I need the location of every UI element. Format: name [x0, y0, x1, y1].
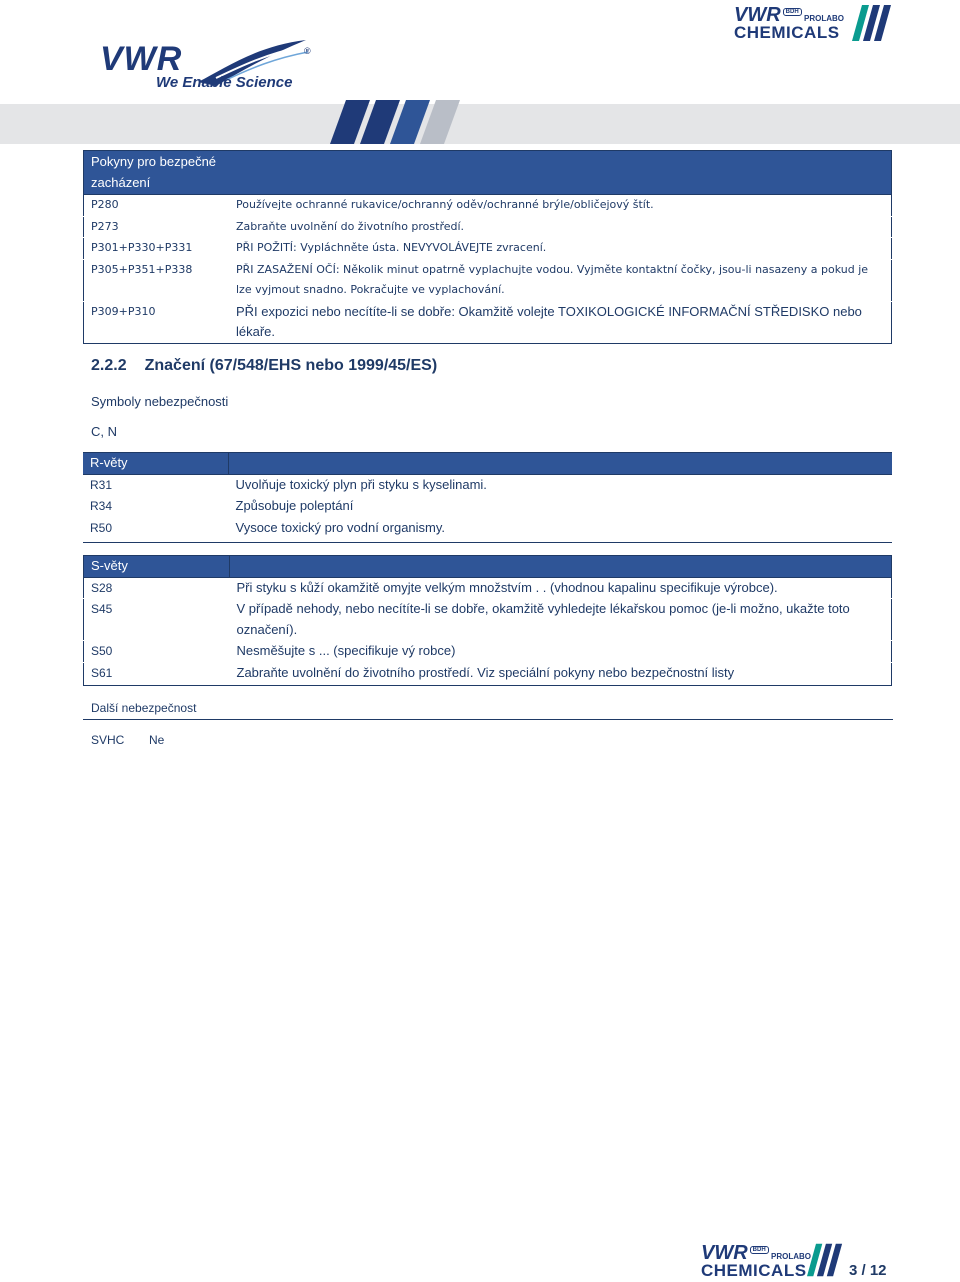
chem-logo-prolabo: PROLABO [804, 14, 844, 23]
vwr-chemicals-logo-footer [701, 1243, 846, 1279]
s-phrases-header-row [84, 556, 892, 578]
phrase-code: P309+P310 [84, 301, 230, 343]
phrase-text: Uvolňuje toxický plyn při styku s kyselinami. [229, 474, 893, 496]
hazard-symbols-value: C, N [91, 424, 117, 439]
phrase-text: PŘI POŽITÍ: Vypláchněte ústa. NEVYVOLÁVEJTE zvracení. [229, 238, 892, 260]
table-row [84, 238, 892, 260]
phrase-code: S61 [84, 662, 230, 686]
phrase-text: V případě nehody, nebo necítíte-li se dobře, okamžitě vyhledejte lékařskou pomoc (je-li možno, ukažte toto označení). [230, 599, 892, 641]
hazard-symbols-label: Symboly nebezpečnosti [91, 394, 229, 409]
precautions-table [83, 150, 892, 344]
phrase-code: S50 [84, 641, 230, 663]
precautions-heading: Pokyny pro bezpečné zacházení [84, 151, 230, 195]
precautions-heading-blank [229, 151, 892, 195]
phrase-code: P305+P351+P338 [84, 259, 230, 301]
chem-logo-vwr: VWR [734, 4, 781, 26]
table-row [84, 641, 892, 663]
phrase-code: R34 [83, 496, 229, 518]
svhc-value: Ne [149, 733, 165, 747]
phrase-text: Zabraňte uvolnění do životního prostředí. [229, 216, 892, 238]
phrase-text: PŘI ZASAŽENÍ OČÍ: Několik minut opatrně vyplachujte vodou. Vyjměte kontaktní čočky, jsou-li nasazeny a pokud je lze vyjmout snadno. Pokračujte ve vyplachování. [229, 259, 892, 301]
page-number: 3 / 12 [849, 1262, 887, 1279]
table-row [84, 195, 892, 217]
svhc-label: SVHC [91, 733, 125, 747]
phrase-text: Vysoce toxický pro vodní organismy. [229, 517, 893, 543]
phrase-code: R50 [83, 517, 229, 543]
r-phrases-heading-blank [229, 453, 893, 475]
chem-logo-word: CHEMICALS [734, 23, 840, 42]
precautions-header-row [84, 151, 892, 195]
header-stripes-graphic [330, 100, 470, 144]
phrase-text: PŘI expozici nebo necítíte-li se dobře: Okamžitě volejte TOXIKOLOGICKÉ INFORMAČNÍ STŘEDISKO nebo lékaře. [229, 301, 892, 343]
chem-logo-bdh: BDH [750, 1246, 769, 1254]
r-phrases-heading: R-věty [83, 453, 229, 475]
registered-mark: ® [304, 46, 311, 56]
phrase-code: R31 [83, 474, 229, 496]
phrase-text: Zabraňte uvolnění do životního prostředí. Viz speciální pokyny nebo bezpečnostní listy [230, 662, 892, 686]
table-row [84, 301, 892, 343]
section-heading [91, 357, 437, 375]
phrase-text: Nesměšujte s ... (specifikuje vý robce) [230, 641, 892, 663]
phrase-text: Používejte ochranné rukavice/ochranný oděv/ochranné brýle/obličejový štít. [229, 195, 892, 217]
section-title: Značení (67/548/EHS nebo 1999/45/ES) [144, 357, 438, 374]
other-hazards-label: Další nebezpečnost [91, 701, 197, 715]
s-phrases-heading-blank [230, 556, 892, 578]
s-phrases-table [83, 555, 892, 686]
chem-logo-slashes-graphic [807, 1243, 843, 1277]
table-row [84, 599, 892, 641]
table-row [83, 517, 892, 543]
table-row [84, 259, 892, 301]
r-phrases-header-row [83, 453, 892, 475]
phrase-text: Způsobuje poleptání [229, 496, 893, 518]
s-phrases-heading: S-věty [84, 556, 230, 578]
chem-logo-vwr: VWR [701, 1242, 748, 1264]
header-band [0, 104, 960, 144]
vwr-chemicals-logo-top [734, 5, 894, 45]
chem-logo-prolabo: PROLABO [771, 1252, 811, 1261]
chem-logo-slashes-graphic [852, 5, 892, 41]
section-number: 2.2.2 [91, 357, 127, 374]
r-phrases-table [83, 452, 892, 543]
vwr-tagline: We Enable Science [156, 74, 293, 91]
table-row [84, 577, 892, 599]
phrase-code: S45 [84, 599, 230, 641]
vwr-logo-word: VWR [100, 40, 183, 78]
other-hazards-divider [83, 719, 893, 720]
phrase-code: P273 [84, 216, 230, 238]
phrase-code: S28 [84, 577, 230, 599]
table-row [84, 662, 892, 686]
phrase-text: Při styku s kůží okamžitě omyjte velkým množstvím . . (vhodnou kapalinu specifikuje výrobce). [230, 577, 892, 599]
table-row [84, 216, 892, 238]
table-row [83, 496, 892, 518]
chem-logo-word: CHEMICALS [701, 1261, 807, 1280]
chem-logo-bdh: BDH [783, 8, 802, 16]
phrase-code: P301+P330+P331 [84, 238, 230, 260]
table-row [83, 474, 892, 496]
phrase-code: P280 [84, 195, 230, 217]
